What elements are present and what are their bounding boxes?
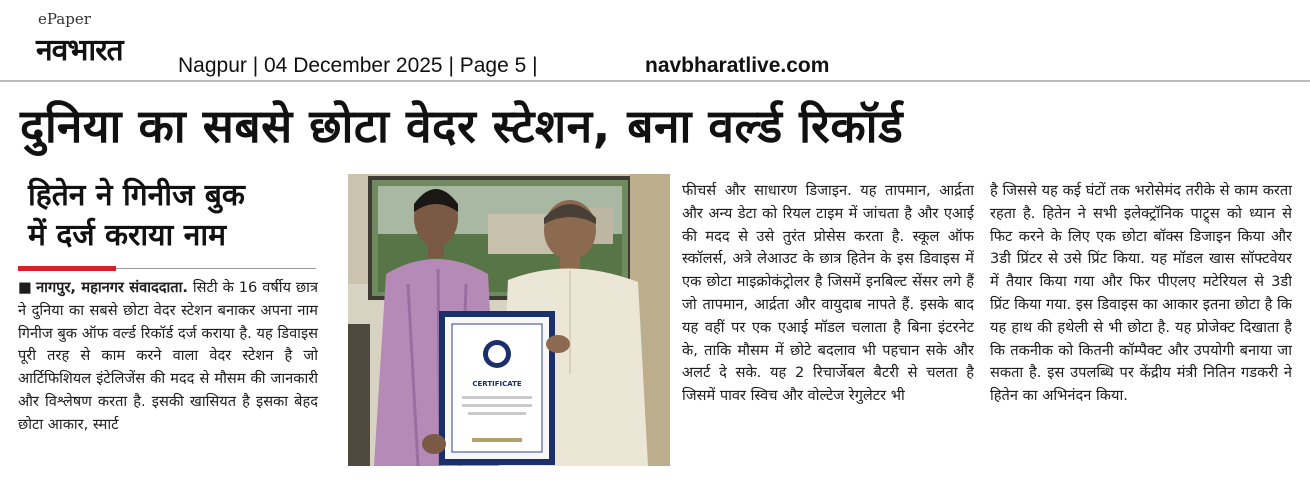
- article-column-1: [18, 277, 318, 467]
- subhead-line-1: हितेन ने गिनीज बुक: [28, 178, 245, 213]
- article-column-4: है जिससे यह कई घंटों तक भरोसेमंद तरीके से काम करता रहता है. हितेन ने सभी इलेक्ट्रॉनिक पाट्र्स को ध्यान से फिट करने के लिए एक छोटा बॉक्स डिजाइन किया और 3डी प्रिंटर से उसे प्रिंट किया. यह मॉडल खास सॉफ्टवेयर में तैयार किया गया और फिर पीएलए मटेरियल से 3डी प्रिंट किया गया. इस डिवाइस का आकार इतना छोटा है कि यह हाथ की हथेली से भी छोटा है. यह प्रोजेक्ट दिखाता है कि तकनीक को कितनी कॉम्पैक्ट और उपयोगी बनाया जा सकता है. इस उपलब्धि पर केंद्रीय मंत्री नितिन गडकरी ने हितेन का अभिनंदन किया.: [990, 182, 1292, 405]
- column-1-text: सिटी के 16 वर्षीय छात्र ने दुनिया का सबसे छोटा वेदर स्टेशन बनाकर अपना नाम गिनीज बुक ऑफ वर्ल्ड रिकॉर्ड दर्ज कराया है. यह डिवाइस पूरी तरह से काम करने वाला वेदर स्टेशन है जो आर्टिफिशियल इंटेलिजेंस की मदद से मौसम की जानकारी और विश्लेषण करता है. इसकी खासियत है इसका बेहद छोटा आकार, स्मार्ट: [18, 279, 318, 433]
- article-column-3: फीचर्स और साधारण डिजाइन. यह तापमान, आर्द्रता और अन्य डेटा को रियल टाइम में जांचता है और एआई की मदद से उसे तुरंत प्रोसेस करता है. स्कूल ऑफ स्कॉलर्स, अत्रे लेआउट के छात्र हितेन के इस डिवाइस में एक छोटा माइक्रोकंट्रोलर है जिसमें इनबिल्ट सेंसर लगे हैं जो तापमान, आर्द्रता और वायुदाब नापते हैं. इसके बाद यह वहीं पर एक एआई मॉडल चलाता है बिना इंटरनेट के, ताकि मौसम में छोटे बदलाव भी पहचान सके और अलर्ट दे सके. यह 2 रिचार्जेबल बैटरी से चलता है जिसमें पावर स्विच और वोल्टेज रेगुलेटर भी: [682, 182, 974, 405]
- subhead-line-2: में दर्ज कराया नाम: [28, 218, 227, 253]
- newspaper-logo: नवभारत: [36, 33, 123, 68]
- masthead-divider: [0, 80, 1310, 82]
- article-headline: दुनिया का सबसे छोटा वेदर स्टेशन, बना वर्ल्ड रिकॉर्ड: [20, 99, 904, 153]
- photo-illustration: [348, 174, 670, 466]
- article-subhead: [28, 176, 328, 256]
- article-photo: [348, 174, 670, 466]
- edition-meta: Nagpur | 04 December 2025 | Page 5 |: [178, 54, 538, 77]
- website-link[interactable]: navbharatlive.com: [645, 54, 830, 77]
- accent-bar: [18, 266, 116, 271]
- byline: नागपुर, महानगर संवाददाता.: [36, 279, 188, 296]
- accent-divider: [116, 268, 316, 269]
- epaper-label: ePaper: [38, 10, 91, 28]
- certificate-label: CERTIFICATE: [472, 380, 522, 388]
- masthead: [0, 0, 1310, 80]
- square-bullet-icon: ■: [18, 279, 33, 296]
